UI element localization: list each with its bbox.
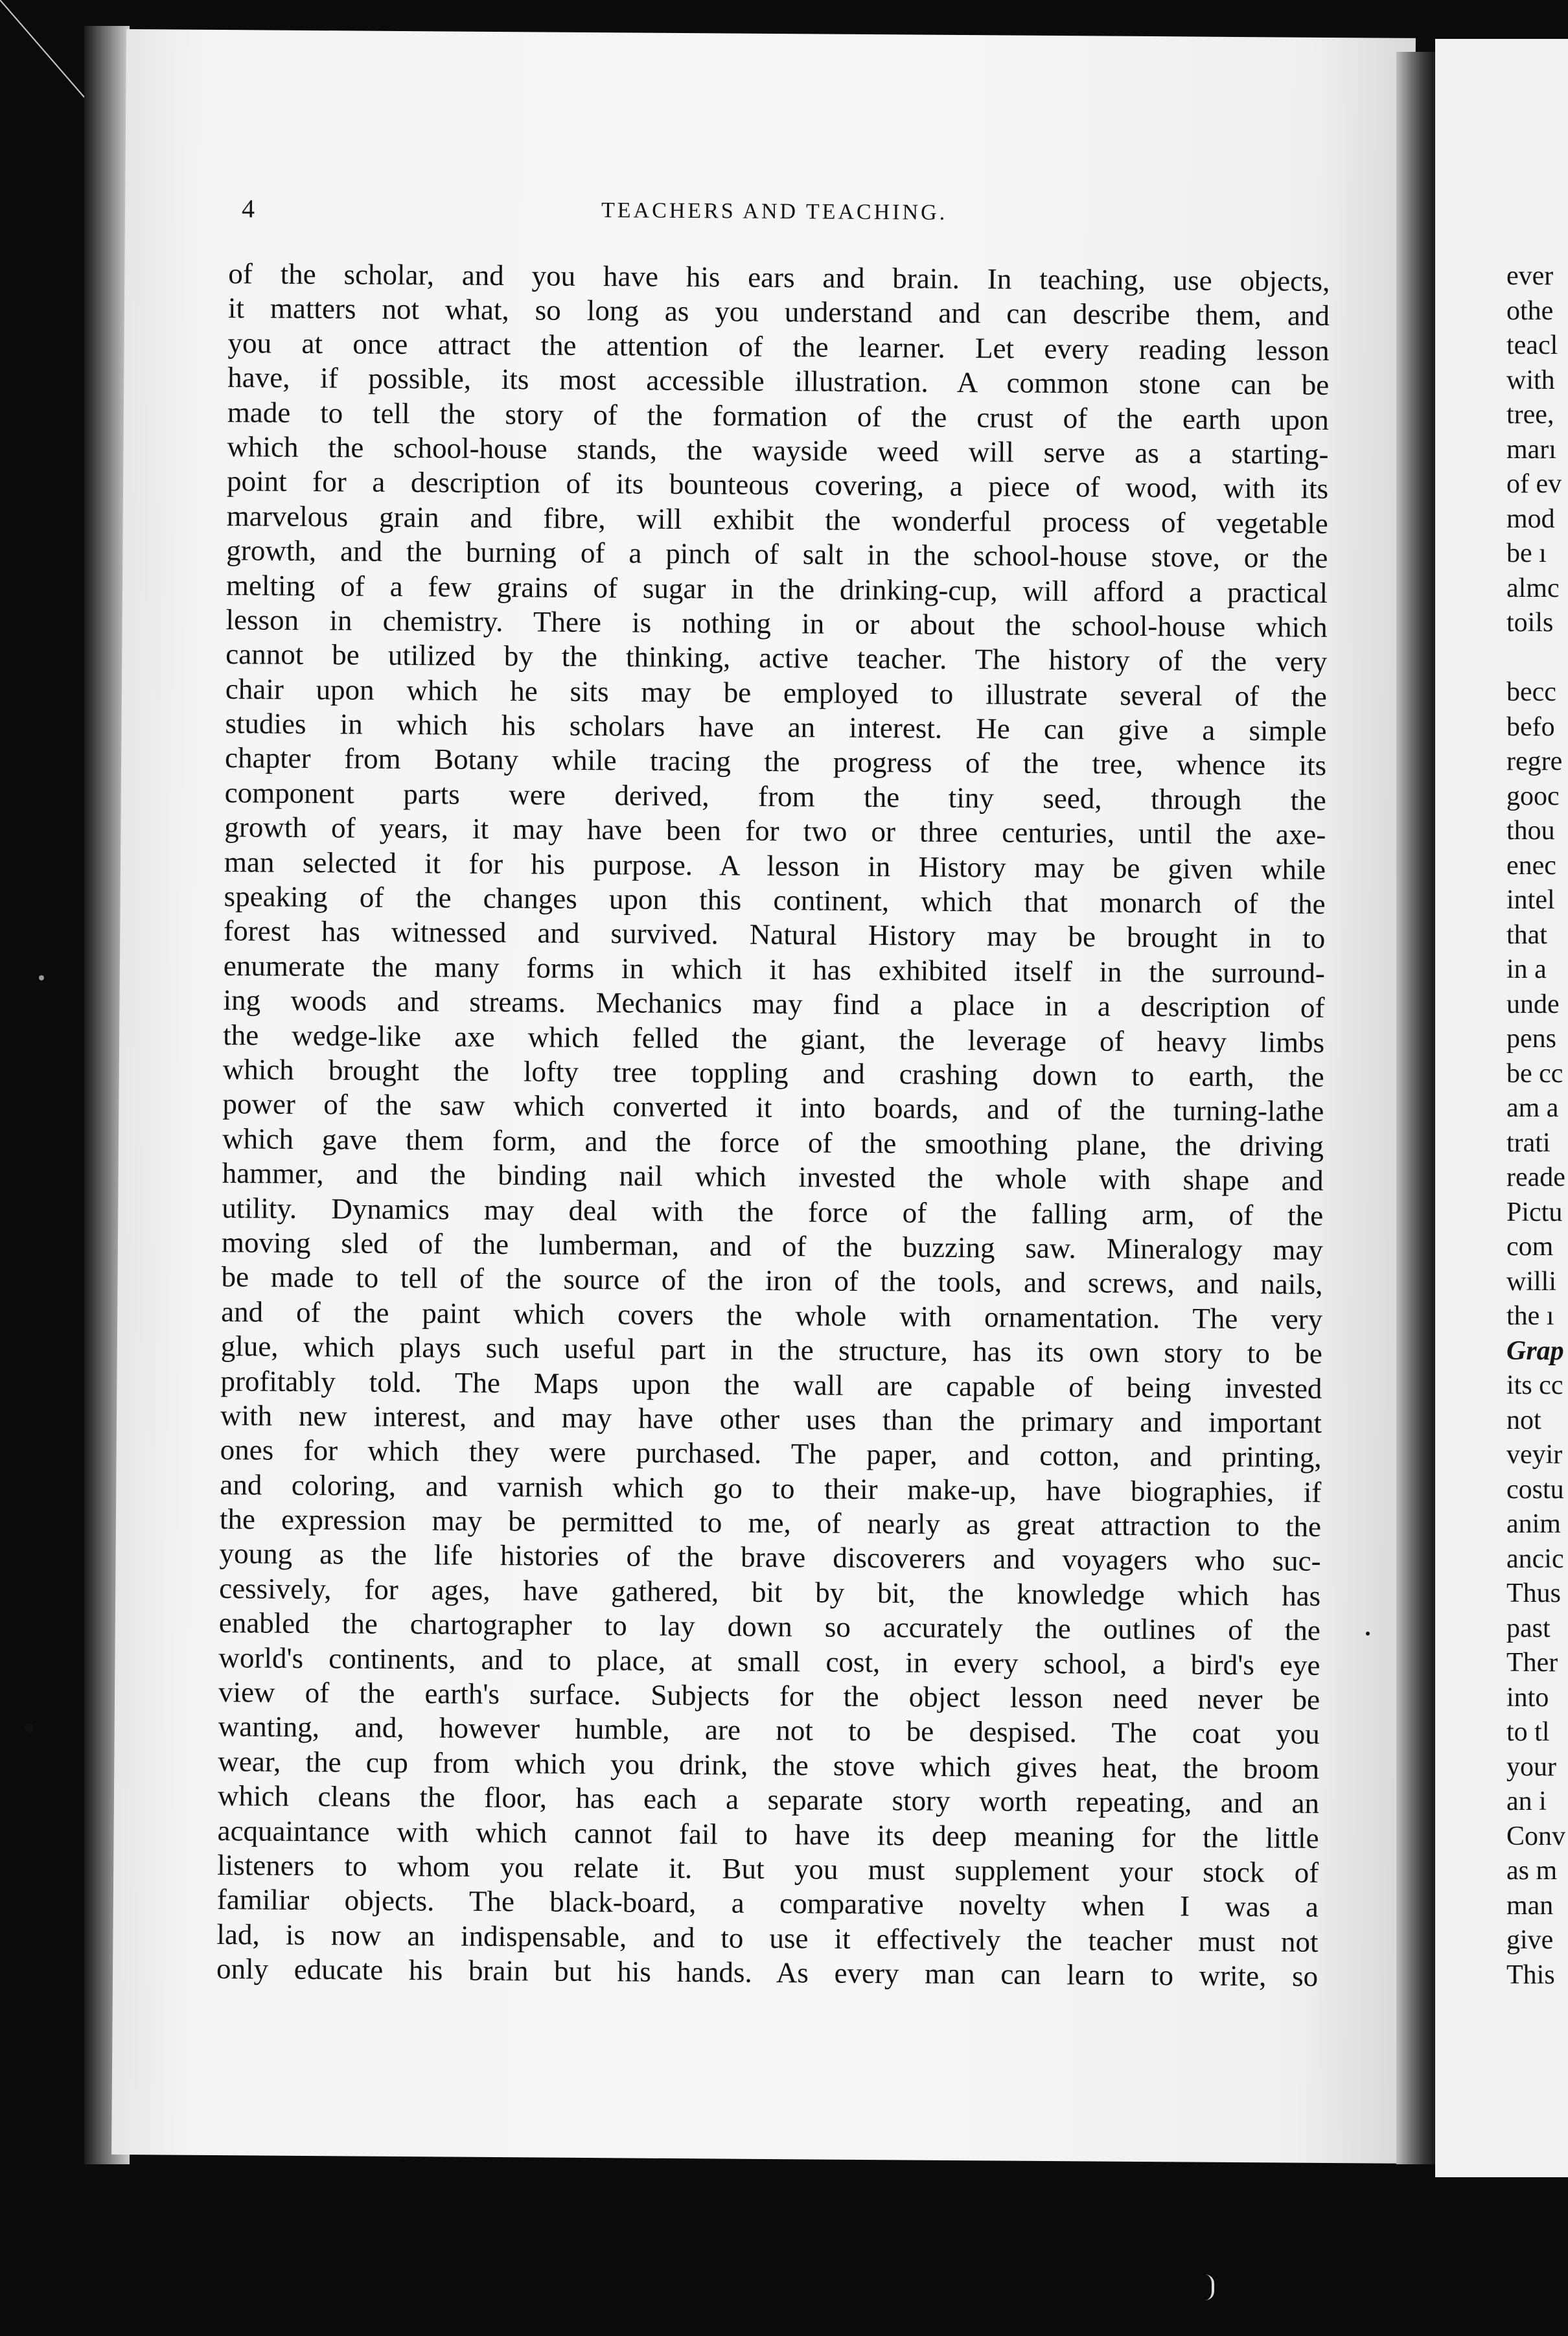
facing-line: costu — [1506, 1474, 1564, 1505]
text-line: which brought the lofty tree toppling and crashing down to earth, the — [222, 1053, 1324, 1093]
text-line: growth of years, it may have been for two or three centuries, until the axe- — [224, 811, 1326, 851]
facing-line: not — [1506, 1405, 1541, 1435]
facing-line: com — [1506, 1232, 1554, 1262]
running-head — [125, 192, 1414, 234]
facing-line: the ı — [1506, 1301, 1554, 1331]
facing-line: trati — [1506, 1128, 1551, 1158]
facing-line: tree, — [1506, 400, 1554, 430]
facing-line: into — [1506, 1682, 1549, 1713]
text-line: the wedge-like axe which felled the giant, the leverage of heavy limbs — [222, 1018, 1325, 1059]
facing-line: reade — [1506, 1162, 1565, 1192]
facing-line: in a — [1506, 954, 1547, 984]
text-line: world's continents, and to place, at small cost, in every school, a bird's eye — [218, 1641, 1320, 1682]
facing-line: Grap — [1506, 1336, 1564, 1366]
text-line: cannot be utilized by the thinking, active teacher. The history of the very — [225, 638, 1328, 678]
page-spine-shadow — [1396, 52, 1435, 2164]
facing-line: toils — [1506, 608, 1554, 638]
facing-line: your — [1506, 1752, 1556, 1782]
running-head-title: TEACHERS AND TEACHING. — [601, 198, 948, 225]
scan-speck — [25, 1724, 34, 1733]
facing-line: be cc — [1506, 1058, 1563, 1089]
text-line: listeners to whom you relate it. But you must supplement your stock of — [217, 1849, 1319, 1889]
facing-page — [1435, 39, 1568, 2177]
text-line: and coloring, and varnish which go to their make-up, have biographies, if — [220, 1468, 1322, 1509]
text-line: view of the earth's surface. Subjects for the object lesson need never be — [218, 1676, 1320, 1716]
text-line: lad, is now an indispensable, and to use it effectively the teacher must not — [216, 1917, 1319, 1958]
facing-line: past — [1506, 1613, 1551, 1643]
facing-line: with — [1506, 365, 1555, 395]
facing-line: thou — [1506, 816, 1555, 846]
scan-edge — [0, 0, 84, 2333]
facing-line: am a — [1506, 1093, 1559, 1123]
text-line: point for a description of its bounteous covering, a piece of wood, with its — [226, 465, 1329, 505]
facing-line: teacl — [1506, 330, 1558, 360]
scan-edge-line — [0, 0, 84, 2333]
text-line: ones for which they were purchased. The paper, and cotton, and printing, — [220, 1433, 1322, 1474]
text-line: have, if possible, its most accessible illustration. A common stone can be — [227, 361, 1330, 402]
text-line: only educate his brain but his hands. As every man can learn to write, so — [216, 1952, 1319, 1993]
body-text — [216, 257, 1330, 1994]
text-line: be made to tell of the source of the iron of the tools, and screws, and nails, — [221, 1260, 1323, 1301]
scan-speck — [39, 975, 44, 980]
facing-line: veyir — [1506, 1440, 1563, 1470]
facing-line: intel — [1506, 885, 1555, 915]
text-line: made to tell the story of the formation of the crust of the earth upon — [227, 395, 1330, 436]
facing-line: becc — [1506, 677, 1556, 707]
text-line: which gave them form, and the force of the smoothing plane, the driving — [222, 1122, 1324, 1162]
text-line: enumerate the many forms in which it has exhibited itself in the surround- — [223, 949, 1326, 989]
scan-speck — [1366, 1632, 1370, 1636]
facing-line: of ev — [1506, 469, 1562, 499]
facing-line: pens — [1506, 1024, 1556, 1054]
text-line: man selected it for his purpose. A lesson in History may be given while — [224, 845, 1326, 886]
text-line: which the school-house stands, the wayside weed will serve as a starting- — [227, 430, 1329, 470]
text-line: wanting, and, however humble, are not to be despised. The coat you — [218, 1710, 1320, 1751]
text-line: the expression may be permitted to me, of nearly as great attraction to the — [219, 1503, 1322, 1543]
text-line: growth, and the burning of a pinch of salt in the school-house stove, or the — [226, 534, 1328, 575]
scan-mark — [1205, 2274, 1214, 2300]
facing-line: almc — [1506, 573, 1560, 603]
facing-line: anim — [1506, 1509, 1561, 1539]
text-line: forest has witnessed and survived. Natural History may be brought in to — [224, 914, 1326, 955]
facing-line: gooc — [1506, 781, 1560, 811]
text-line: of the scholar, and you have his ears and brain. In teaching, use objects, — [228, 257, 1330, 297]
text-line: wear, the cup from which you drink, the stove which gives heat, the broom — [218, 1744, 1320, 1785]
facing-line: This — [1506, 1960, 1555, 1990]
text-line: which cleans the floor, has each a separate story worth repeating, and an — [217, 1779, 1320, 1820]
facing-line: as m — [1506, 1856, 1558, 1886]
text-line: speaking of the changes upon this continent, which that monarch of the — [224, 880, 1326, 920]
text-line: with new interest, and may have other uses than the primary and important — [220, 1398, 1322, 1439]
facing-line: ancic — [1506, 1544, 1564, 1574]
facing-line: ever — [1506, 261, 1554, 291]
text-line: profitably told. The Maps upon the wall are capable of being invested — [220, 1364, 1322, 1405]
text-line: acquaintance with which cannot fail to have its deep meaning for the little — [217, 1814, 1319, 1855]
facing-line: othe — [1506, 295, 1554, 326]
facing-line: an i — [1506, 1787, 1547, 1816]
text-line: marvelous grain and fibre, will exhibit the wonderful process of vegetable — [226, 499, 1328, 540]
facing-line: mod — [1506, 503, 1555, 534]
text-line: enabled the chartographer to lay down so accurately the outlines of the — [218, 1606, 1320, 1647]
text-line: lesson in chemistry. There is nothing in or about the school-house which — [225, 603, 1328, 643]
facing-line: man — [1506, 1890, 1554, 1921]
facing-line: marı — [1506, 434, 1556, 465]
facing-line: enec — [1506, 850, 1556, 881]
text-line: power of the saw which converted it into boards, and of the turning-lathe — [222, 1087, 1324, 1128]
text-line: moving sled of the lumberman, and of the buzzing saw. Mineralogy may — [221, 1226, 1324, 1266]
text-line: chapter from Botany while tracing the progress of the tree, whence its — [224, 741, 1327, 782]
facing-line: that — [1506, 919, 1547, 950]
book-page — [111, 29, 1416, 2164]
facing-line: its cc — [1506, 1370, 1563, 1400]
facing-line: regre — [1506, 746, 1563, 776]
text-line: and of the paint which covers the whole with ornamentation. The very — [221, 1295, 1323, 1336]
text-line: chair upon which he sits may be employed to illustrate several of the — [225, 672, 1328, 713]
text-line: it matters not what, so long as you understand and can describe them, and — [227, 292, 1330, 332]
facing-line: Pictu — [1506, 1197, 1563, 1227]
text-line: studies in which his scholars have an interest. He can give a simple — [225, 707, 1327, 748]
facing-line: Conv — [1506, 1821, 1566, 1851]
text-line: young as the life histories of the brave discoverers and voyagers who suc- — [219, 1537, 1321, 1578]
facing-line: unde — [1506, 989, 1560, 1019]
facing-line: to tl — [1506, 1717, 1550, 1747]
facing-line: Thus — [1506, 1579, 1561, 1608]
text-line: you at once attract the attention of the learner. Let every reading lesson — [227, 326, 1330, 367]
text-line: cessively, for ages, have gathered, bit by bit, the knowledge which has — [219, 1571, 1321, 1612]
text-line: ing woods and streams. Mechanics may find a place in a description of — [223, 984, 1325, 1024]
page-number: 4 — [241, 194, 255, 224]
facing-line: befo — [1506, 711, 1555, 742]
text-line: utility. Dynamics may deal with the force of the falling arm, of the — [222, 1191, 1324, 1232]
text-line: component parts were derived, from the tiny seed, through the — [224, 776, 1326, 816]
text-line: melting of a few grains of sugar in the drinking-cup, will afford a practical — [225, 568, 1328, 609]
text-line: glue, which plays such useful part in the structure, has its own story to be — [220, 1330, 1322, 1370]
facing-line: Ther — [1506, 1648, 1558, 1678]
facing-line: be ı — [1506, 538, 1547, 568]
text-line: familiar objects. The black-board, a comparative novelty when I was a — [216, 1883, 1319, 1924]
facing-line: willi — [1506, 1266, 1557, 1297]
facing-line: give — [1506, 1925, 1554, 1955]
text-line: hammer, and the binding nail which invested the whole with shape and — [222, 1157, 1324, 1197]
